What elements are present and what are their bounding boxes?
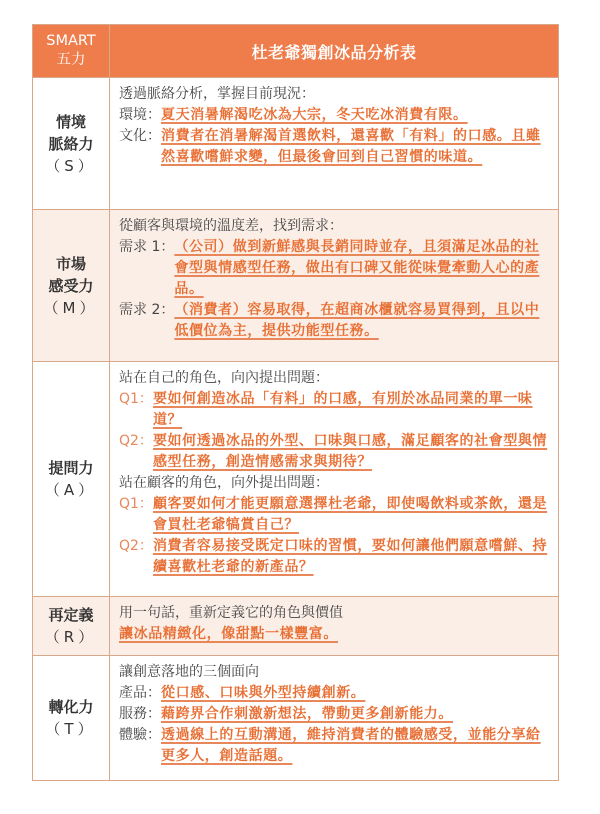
list-item xyxy=(119,389,548,431)
header-smart-line1: SMART xyxy=(46,33,96,49)
list-item xyxy=(119,536,548,578)
item-highlight: 消費者容易接受既定口味的習慣，要如何讓他們願意嚐鮮、持續喜歡杜老爺的新產品？ xyxy=(152,538,548,575)
label-line2: 感受力 xyxy=(48,276,94,295)
list-item xyxy=(119,105,548,126)
label-line1: 市場 xyxy=(55,254,86,273)
label-code: （A） xyxy=(44,481,98,499)
label-line1: 轉化力 xyxy=(48,698,94,716)
list-item xyxy=(119,431,548,473)
header-smart-label xyxy=(33,25,110,78)
list-item xyxy=(119,126,548,168)
list-item xyxy=(119,725,548,767)
row-label-t xyxy=(33,656,110,781)
row-content-r xyxy=(110,597,559,656)
item-highlight: 從口感、口味與外型持續創新。 xyxy=(161,685,366,701)
item-prefix: 服務： xyxy=(119,706,161,722)
label-line2: 脈絡力 xyxy=(48,134,94,153)
item-highlight: 讓冰品精緻化，像甜點一樣豐富。 xyxy=(119,626,338,642)
item-highlight: 消費者在消暑解渴首選飲料，還喜歡「有料」的口感。且雖然喜歡嚐鮮求變，但最後會回到自己習慣的味道。 xyxy=(161,128,541,165)
list-item xyxy=(119,683,548,704)
item-prefix: 體驗： xyxy=(119,727,161,743)
row-label-s xyxy=(33,78,110,210)
row-label-m xyxy=(33,210,110,362)
item-prefix: Q2： xyxy=(119,433,153,449)
item-prefix: 需求 1： xyxy=(119,239,175,255)
intro-text: 站在顧客的角色，向外提出問題： xyxy=(119,475,329,491)
list-item xyxy=(119,494,548,536)
item-highlight: 藉跨界合作刺激新想法，帶動更多創新能力。 xyxy=(161,706,453,722)
label-line1: 提問力 xyxy=(48,459,94,477)
row-content-s xyxy=(110,78,559,210)
label-code: （M） xyxy=(43,298,99,317)
label-line1: 再定義 xyxy=(48,606,94,624)
label-code: （T） xyxy=(45,720,97,738)
list-item xyxy=(119,300,548,342)
item-highlight: 顧客要如何才能更願意選擇杜老爺，即使喝飲料或茶飲，還是會買杜老爺犒賞自己？ xyxy=(152,496,548,533)
item-highlight: （公司）做到新鮮感與長銷同時並存，且須滿足冰品的社會型與情感型任務，做出有口碑又能從味覺牽動人心的產品。 xyxy=(174,239,540,297)
row-content-m xyxy=(110,210,559,362)
smart-analysis-table xyxy=(32,24,559,781)
item-highlight: 夏天消暑解渴吃冰為大宗，冬天吃冰消費有限。 xyxy=(161,107,468,123)
item-highlight: （消費者）容易取得，在超商冰櫃就容易買得到，且以中低價位為主，提供功能型任務。 xyxy=(174,302,540,339)
table-header-row xyxy=(33,25,559,78)
table-title: 杜老爺獨創冰品分析表 xyxy=(110,25,559,78)
label-code: （R） xyxy=(44,628,98,646)
list-item xyxy=(119,237,548,300)
label-code: （S） xyxy=(45,156,97,175)
row-ask-a xyxy=(33,362,559,597)
list-item xyxy=(119,704,548,725)
item-prefix: 需求 2： xyxy=(119,302,175,318)
intro-text: 站在自己的角色，向內提出問題： xyxy=(119,370,329,386)
item-prefix: 環境： xyxy=(119,107,161,123)
item-highlight: 透過線上的互動溝通，維持消費者的體驗感受，並能分享給更多人，創造話題。 xyxy=(161,727,541,764)
item-prefix: Q2： xyxy=(119,538,153,554)
item-prefix: 文化： xyxy=(119,128,161,144)
row-market-m xyxy=(33,210,559,362)
item-prefix: Q1： xyxy=(119,496,153,512)
row-content-t xyxy=(110,656,559,781)
intro-text: 讓創意落地的三個面向 xyxy=(119,664,259,680)
label-line1: 情境 xyxy=(55,112,86,131)
item-prefix: Q1： xyxy=(119,391,153,407)
row-label-a xyxy=(33,362,110,597)
header-smart-line2: 五力 xyxy=(56,52,86,68)
intro-text: 透過脈絡分析，掌握目前現況： xyxy=(119,86,315,102)
row-label-r xyxy=(33,597,110,656)
row-content-a xyxy=(110,362,559,597)
intro-text: 從顧客與環境的溫度差，找到需求： xyxy=(119,218,343,234)
row-transform-t xyxy=(33,656,559,781)
item-highlight: 要如何透過冰品的外型、口味與口感，滿足顧客的社會型與情感型任務，創造情感需求與期待？ xyxy=(152,433,548,470)
intro-text: 用一句話，重新定義它的角色與價值 xyxy=(119,605,343,621)
row-context-s xyxy=(33,78,559,210)
row-redefine-r xyxy=(33,597,559,656)
item-prefix: 產品： xyxy=(119,685,161,701)
item-highlight: 要如何創造冰品「有料」的口感，有別於冰品同業的單一味道？ xyxy=(152,391,533,428)
